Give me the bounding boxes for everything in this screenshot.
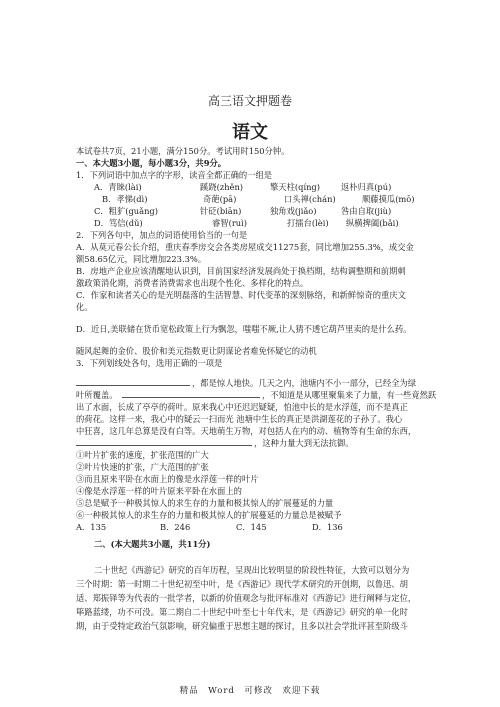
q1-option-d-2: 睿智(ruì) [212, 218, 248, 228]
q3-choice-4: ④像是水浮莲一样的叶片原来平卧在水面上的 [76, 486, 242, 496]
q1-option-a-4: 返朴归真(pú) [341, 182, 392, 192]
q3-passage-1b: 叶所覆盖。 [76, 390, 118, 400]
section2-para-line3: 适、郑振铎等为代表的一批学者，以新的价值观念与批评标准对《西游记》进行阐释与定位， [76, 593, 417, 603]
q3-answer-d: D．136 [312, 522, 343, 532]
q3-choice-6: ⑥一种极其惊人的求生存的力量和极其惊人的扩展蔓延的力量总是被赋予 [76, 510, 342, 520]
q1-option-d-3: 打擂台(lèi) [287, 218, 329, 228]
q1-option-b-3: 口头禅(chán) [284, 194, 336, 204]
q3-passage-4: 中狂喜，这几年总算是没有白等。天地萌生万物，对包括人在内的动、植物等有生命的东西， [76, 426, 417, 436]
section2-para-line5: 期，由于受特定政治气氛影响，研究偏重于思想主题的探讨，且多以社会学批评甚至阶级斗 [76, 621, 408, 631]
document-title: 高三语文押题卷 [207, 94, 292, 108]
section2-para-line4: 筚路蓝缕，功不可没。第二期自二十世纪中叶至七十年代末，是《西游记》研究的单一化时 [76, 607, 408, 617]
section1-heading: 一、本大题3小题，每小题3分，共9分。 [76, 158, 227, 168]
q3-choice-3: ③而且原来平卧在水面上的像是水浮莲一样的叶片 [76, 474, 259, 484]
section2-para-line2: 三个时期：第一时期二十世纪初至中叶，是《西游记》现代学术研究的开创期，以鲁迅、胡 [76, 579, 408, 589]
q2-option-d-line2: 随风起舞的金价、股价和美元指数更让阴谋论者难免怀疑它的动机 [76, 346, 317, 356]
q1-option-b-4: 顺藤摸瓜(mō) [362, 194, 415, 204]
q1-option-c-4: 咎由自取(jiù) [341, 206, 392, 216]
q2-option-c-line2: 化。 [76, 302, 93, 312]
q2-option-d-line1: D．近日,美联储在货币宽松政策上行为飘忽，嗤嗤不厥,让人猜不透它葫芦里卖的是什么药。 [76, 324, 412, 334]
q2-option-a-line2: 额58.65亿元，同比增加223.3%。 [76, 254, 207, 264]
q1-stem: 1．下列词语中加点字的字形，读音全都正确的一组是 [76, 170, 273, 180]
q2-option-a-line1: A．从莫元春公长介绍，重庆春季房交会各类房屋成交11275套，同比增加255.3%，成交金 [76, 242, 414, 252]
q3-choice-5: ⑤总是赋予一种极其惊人的求生存的力量和极其惊人的扩展蔓延的力量 [76, 498, 334, 508]
q1-option-b-2: 奇葩(pā) [203, 194, 237, 204]
q3-passage-1c: ，不知道是从哪里聚集来了力量，有一些竟然跃 [262, 390, 437, 400]
q3-passage-2: 出了水面，长成了亭亭的荷叶。原来我心中还迟迟疑疑，怕池中长的是水浮莲，而不是真正 [76, 402, 408, 412]
exam-intro: 本试卷共7页，21小题，满分150分。考试用时150分钟。 [76, 146, 290, 156]
q3-answer-a: A．135 [76, 522, 107, 532]
q3-blank-3 [76, 445, 252, 446]
q3-passage-3: 的荷花。这样一来，我心中的疑云一扫而光 池塘中生长的真正是洪湖莲花的子孙了。我心 [76, 414, 403, 424]
q3-choice-1: ①叶片扩张的速度，扩张范围的广大 [76, 450, 209, 460]
q3-passage-1a: ，都是惊人地快。几天之内，池塘内不小一部分，已经全为绿 [192, 378, 417, 388]
q1-option-c-1: C．粗犷(guǎng) [94, 206, 158, 216]
q3-answer-c: C．145 [236, 522, 267, 532]
q1-option-c-2: 针砭(biān) [200, 206, 242, 216]
q3-stem: 3．下列划线处各句，选用正确的一项是 [76, 358, 223, 368]
q2-stem: 2．下列各句中，加点的词语使用恰当的一句是 [76, 230, 248, 240]
q1-option-a-2: 蹊跷(zhěn) [200, 182, 244, 192]
q2-option-b-line2: 激政策消化期，消费者消费需求也出现个性化、多样化的特点。 [76, 278, 309, 288]
page-footer: 精品 Word 可修改 欢迎下载 [179, 686, 321, 696]
q3-blank-1 [76, 385, 190, 386]
q3-blank-2 [122, 397, 260, 398]
q1-option-b-1: B．孝悌(dì) [102, 194, 148, 204]
q1-option-a-1: A．青睐(lài) [94, 182, 142, 192]
q1-option-d-1: D．笃信(dǔ) [94, 218, 143, 228]
q3-choice-2: ②叶片快速的扩张，广大范围的扩张 [76, 462, 209, 472]
q3-passage-5: ，这种力量大到无法抗御。 [254, 438, 354, 448]
q3-answer-b: B．246 [160, 522, 191, 532]
subject-heading: 语文 [232, 122, 268, 143]
section2-heading: 二、(本大题共3小题，共11分) [94, 539, 211, 549]
q1-option-d-4: 纵横捭阖(bǎi) [346, 218, 399, 228]
q2-option-b-line1: B．房地产企业应该清醒地认识到，目前国家经济发展尚处于换档期，结构调整期和前期刺 [76, 266, 406, 276]
section2-para-line1: 二十世纪《西游记》研究的百年历程，呈现出比较明显的阶段性特征，大致可以划分为 [94, 565, 410, 575]
q1-option-c-3: 独角戏(jiǎo) [270, 206, 317, 216]
q2-option-c-line1: C．作家和读者关心的是光明磊落的生活智慧、时代变革的深刻脉络，和新鲜惊奇的重庆文 [76, 290, 406, 300]
q1-option-a-3: 擎天柱(qíng) [270, 182, 320, 192]
